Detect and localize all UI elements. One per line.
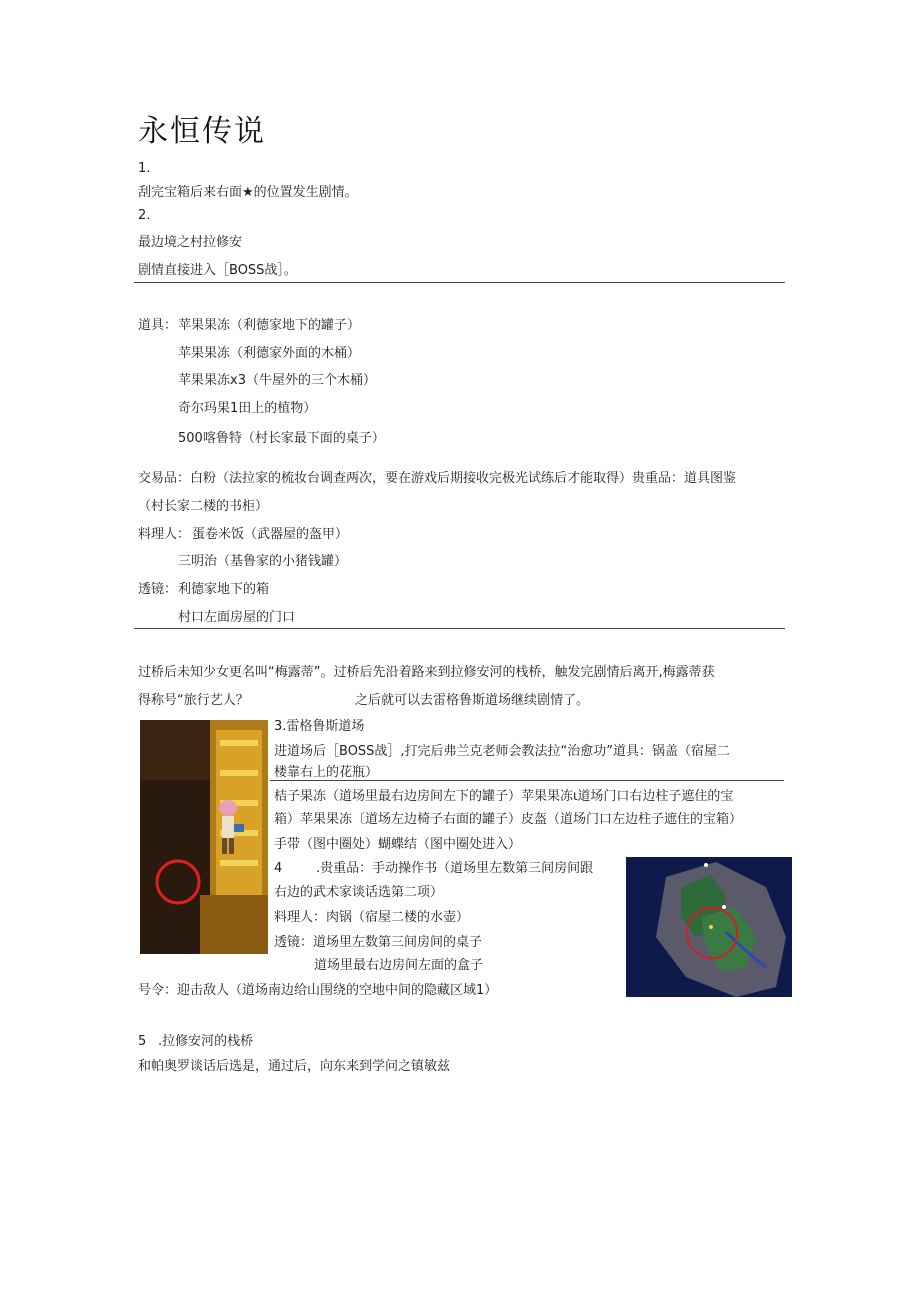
- section-4-number: 4: [274, 861, 283, 876]
- trade-line: 交易品：白粉（法拉家的梳妆台调查两次，要在游戏后期接收完极光试练后才能取得）贵重品：道具图鉴: [138, 471, 737, 486]
- cook-entry: 三明治（基鲁家的小猪钱罐）: [178, 554, 348, 569]
- section-4-lens: 透镜：道场里左数第三间房间的桌子: [274, 935, 483, 950]
- section-3-heading: 3.雷格鲁斯道场: [274, 719, 365, 734]
- section-2-name: 最边境之村拉修安: [138, 235, 243, 250]
- section-3-line: 进道场后［BOSS战］,打完后弗兰克老师会教法拉“治愈功”道具：锅盖（宿屋二: [274, 744, 731, 759]
- section-4-line: 右边的武术家谈话选第二项）: [274, 885, 444, 900]
- dojo-screenshot: [140, 720, 268, 954]
- divider: [134, 282, 785, 283]
- section-3-line: 手带（图中圈处）蝴蝶结（图中圈处进入）: [274, 837, 522, 852]
- item-entry: 500喀鲁特（村长家最下面的桌子）: [178, 431, 385, 446]
- lens-entry: 村口左面房屋的门口: [178, 610, 296, 625]
- divider: [270, 780, 784, 781]
- lens-entry: 利德家地下的箱: [178, 582, 270, 597]
- story-line: 过桥后未知少女更名叫“梅露蒂”。过桥后先沿着路来到拉修安河的栈桥，触发完剧情后离开,梅露蒂获: [138, 665, 715, 680]
- story-line: 之后就可以去雷格鲁斯道场继续剧情了。: [355, 693, 590, 708]
- section-4-lens: 道场里最右边房间左面的盒子: [314, 958, 484, 973]
- section-2-number: 2.: [138, 208, 151, 223]
- section-5-heading: .拉修安河的栈桥: [158, 1034, 254, 1049]
- section-1-text: 刮完宝箱后来右面★的位置发生剧情。: [138, 185, 358, 200]
- section-4-title: 号令：迎击敌人（道场南边给山围绕的空地中间的隐藏区域1）: [138, 983, 498, 998]
- item-entry: 苹果果冻x3（牛屋外的三个木桶）: [178, 373, 376, 388]
- section-2-text: 剧情直接进入［BOSS战］。: [138, 263, 297, 278]
- trade-line: （村长家二楼的书柜）: [138, 499, 269, 514]
- section-4-line: .贵重品：手动操作书（道场里左数第三间房间跟: [316, 861, 594, 876]
- section-5-text: 和帕奥罗谈话后选是，通过后，向东来到学问之镇敏兹: [138, 1059, 451, 1074]
- section-3-line: 箱）苹果果冻〔道场左边椅子右面的罐子）皮盔（道场门口左边柱子遮住的宝箱）: [274, 812, 743, 827]
- item-entry: 苹果果冻（利德家外面的木桶）: [178, 346, 361, 361]
- lens-label: 透镜：: [138, 582, 178, 597]
- item-entry: 苹果果冻（利德家地下的罐子）: [178, 318, 361, 333]
- cook-label: 料理人：: [138, 527, 191, 542]
- items-label: 道具：: [138, 318, 178, 333]
- cook-entry: 蛋卷米饭（武器屋的盔甲）: [192, 527, 349, 542]
- divider: [134, 628, 785, 629]
- page-title: 永恒传说: [138, 114, 266, 149]
- section-5-number: 5: [138, 1034, 147, 1049]
- section-4-cook: 料理人：肉锅（宿屋二楼的水壶）: [274, 910, 470, 925]
- section-3-line: 桔子果冻（道场里最右边房间左下的罐子）苹果果冻ι道场门口右边柱子遮住的宝: [274, 789, 734, 804]
- map-screenshot: [626, 857, 792, 997]
- story-line: 得称号“旅行艺人？: [138, 693, 249, 708]
- section-1-number: 1.: [138, 161, 151, 176]
- item-entry: 奇尔玛果1田上的植物）: [178, 401, 317, 416]
- section-3-line: 楼靠右上的花瓶）: [274, 765, 379, 780]
